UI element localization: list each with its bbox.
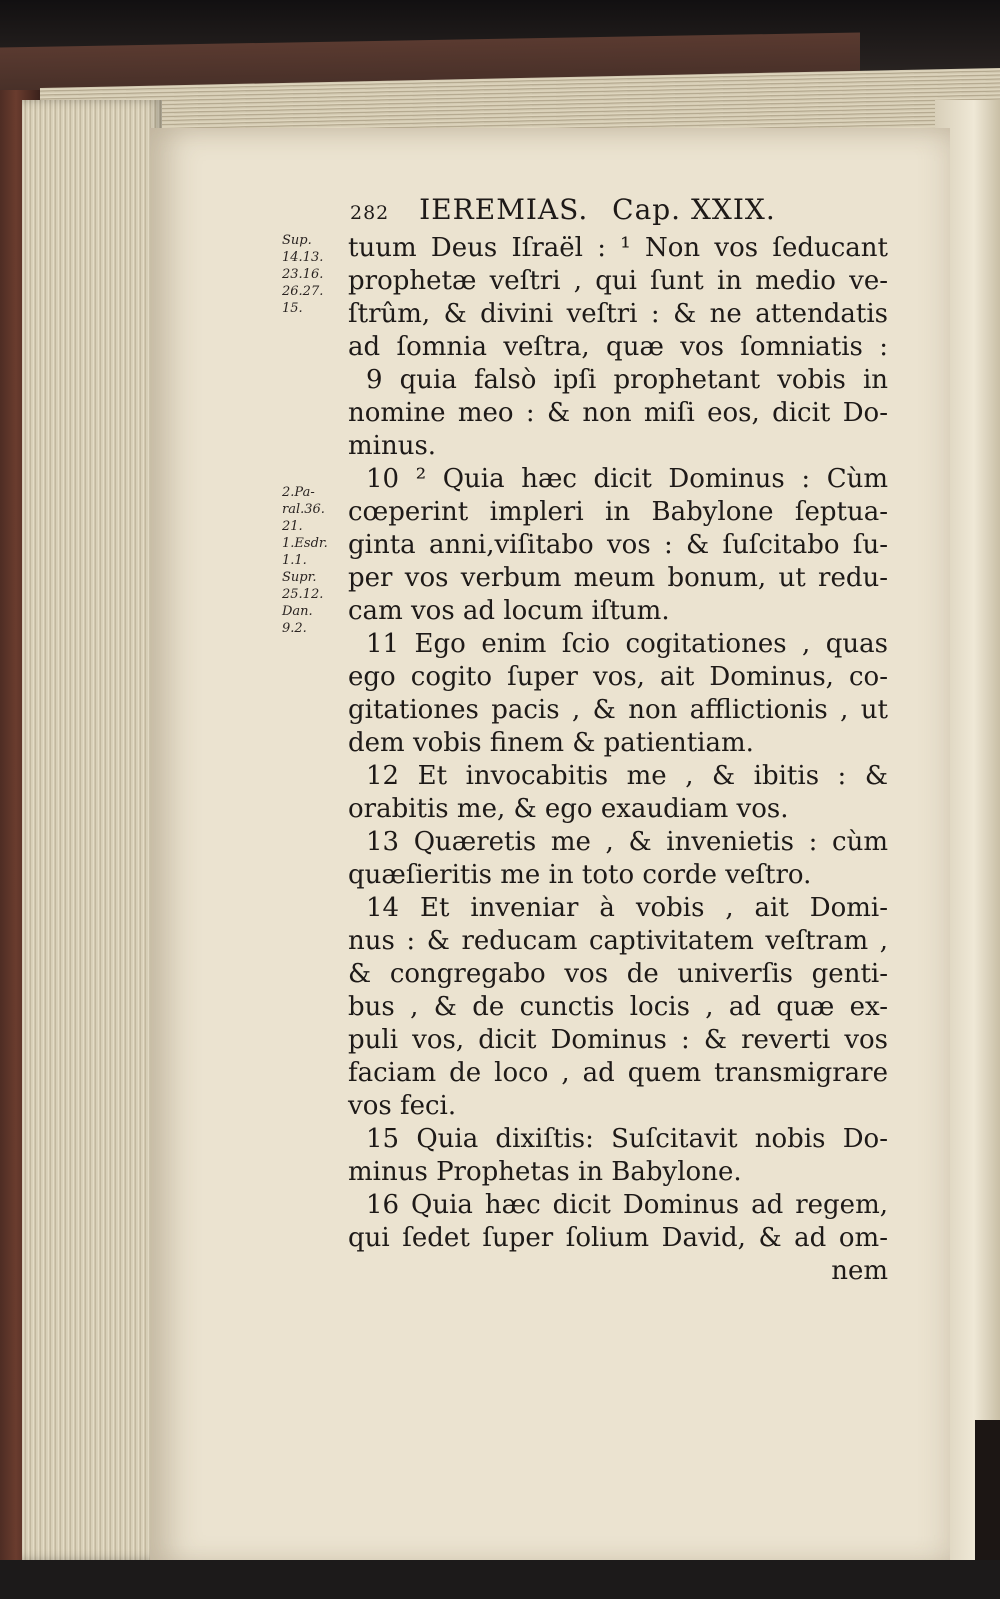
margin-note: Dan. — [282, 604, 313, 619]
text-line: ego cogito ſuper vos, ait Dominus, co- — [348, 662, 888, 692]
verse-start-line: 13 Quæretis me , & invenietis : cùm — [366, 827, 888, 857]
text-line: tuum Deus Iſraël : ¹ Non vos ſeducant — [348, 233, 888, 263]
margin-note: 9.2. — [282, 621, 307, 636]
text-line: cœperint impleri in Babylone ſeptua- — [348, 497, 888, 527]
margin-references — [282, 232, 352, 637]
margin-note: 15. — [282, 301, 303, 316]
text-line: & congregabo vos de univerſis genti- — [348, 959, 888, 989]
margin-note: 14.13. — [282, 250, 324, 265]
page-block-left-edge — [22, 100, 162, 1560]
text-line: per vos verbum meum bonum, ut redu- — [348, 563, 888, 593]
verse-start-line: 10 ² Quia hæc dicit Dominus : Cùm — [366, 464, 888, 494]
page-number: 282 — [350, 202, 390, 224]
text-line: cam vos ad locum iſtum. — [348, 596, 670, 626]
margin-note: 23.16. — [282, 267, 324, 282]
margin-note: ral.36. — [282, 502, 325, 517]
verse-start-line: 14 Et inveniar à vobis , ait Domi- — [366, 893, 888, 923]
margin-note: 25.12. — [282, 587, 324, 602]
text-line: qui ſedet ſuper ſolium David, & ad om- — [348, 1223, 888, 1253]
text-line: nomine meo : & non miſi eos, dicit Do- — [348, 398, 888, 428]
text-line: ad ſomnia veſtra, quæ vos ſomniatis : — [348, 332, 888, 362]
margin-note: 26.27. — [282, 284, 324, 299]
text-line: faciam de loco , ad quem transmigrare — [348, 1058, 888, 1088]
running-head — [350, 193, 840, 233]
margin-note: Supr. — [282, 570, 317, 585]
margin-note: 1.1. — [282, 553, 307, 568]
text-line: prophetæ veſtri , qui ſunt in medio ve- — [348, 266, 888, 296]
text-line: gitationes pacis , & non afflictionis , ut — [348, 695, 888, 725]
chapter-label: Cap. XXIX. — [612, 193, 776, 226]
verse-start-line: 9 quia falsò ipſi prophetant vobis in — [366, 365, 888, 395]
text-line: ſtrûm, & divini veſtri : & ne attendatis — [348, 299, 888, 329]
verse-start-line: 12 Et invocabitis me , & ibitis : & — [366, 761, 888, 791]
text-line: nus : & reducam captivitatem veſtram , — [348, 926, 888, 956]
text-line: ginta anni,viſitabo vos : & ſuſcitabo ſu- — [348, 530, 888, 560]
text-line: bus , & de cunctis locis , ad quæ ex- — [348, 992, 888, 1022]
background-bottom — [0, 1560, 1000, 1599]
text-line: vos feci. — [348, 1091, 457, 1121]
margin-note: Sup. — [282, 233, 312, 248]
verse-start-line: 15 Quia dixiſtis: Suſcitavit nobis Do- — [366, 1124, 888, 1154]
text-line: orabitis me, & ego exaudiam vos. — [348, 794, 789, 824]
text-line: dem vobis finem & patientiam. — [348, 728, 754, 758]
text-line: quæſieritis me in toto corde veſtro. — [348, 860, 812, 890]
verse-start-line: 16 Quia hæc dicit Dominus ad regem, — [366, 1190, 888, 1220]
text-line: minus. — [348, 431, 437, 461]
body-text — [348, 232, 888, 1288]
text-line: minus Prophetas in Babylone. — [348, 1157, 742, 1187]
margin-note: 2.Pa- — [282, 485, 315, 500]
text-line: puli vos, dicit Dominus : & reverti vos — [348, 1025, 888, 1055]
catchword: nem — [831, 1256, 888, 1286]
margin-note: 1.Esdr. — [282, 536, 328, 551]
verse-start-line: 11 Ego enim ſcio cogitationes , quas — [366, 629, 888, 659]
book-title: IEREMIAS. — [419, 193, 589, 226]
margin-note: 21. — [282, 519, 303, 534]
